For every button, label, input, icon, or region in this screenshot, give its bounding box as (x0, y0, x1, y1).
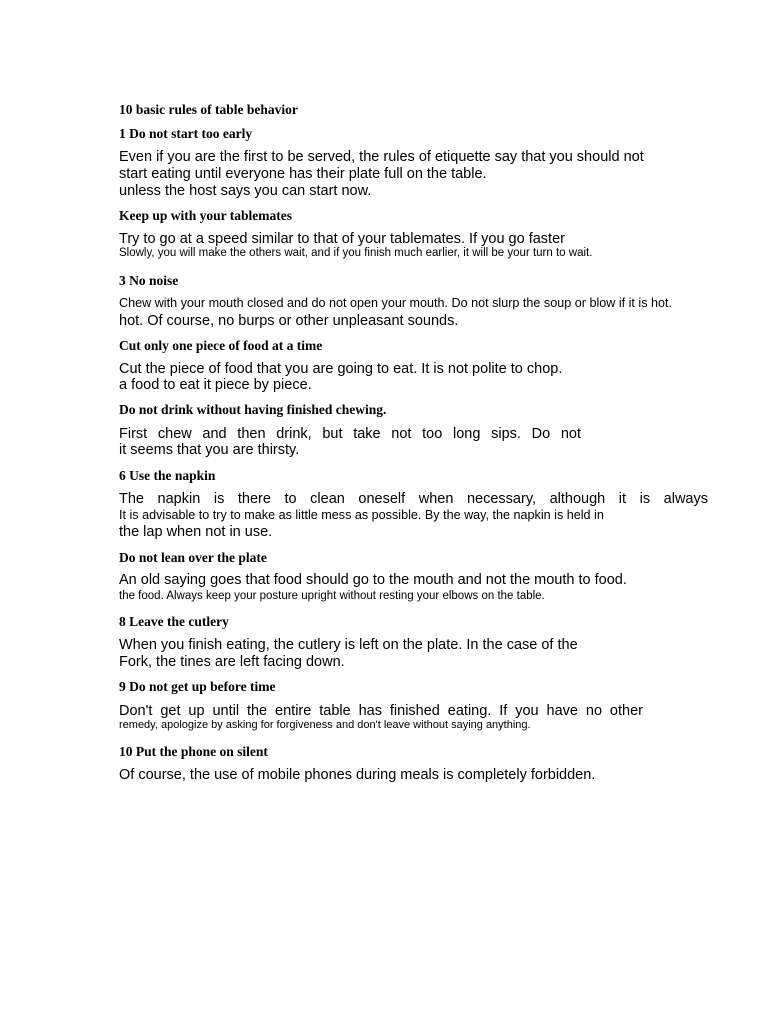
section-heading: 8 Leave the cutlery (119, 614, 229, 629)
section-heading: Keep up with your tablemates (119, 208, 293, 223)
body-line: It is advisable to try to make as little mess as possible. By the way, the napkin is held in (119, 508, 604, 522)
body-line: When you finish eating, the cutlery is left on the plate. In the case of the (119, 637, 578, 653)
body-line: remedy, apologize by asking for forgiveness and don't leave without saying anything. (119, 719, 531, 731)
body-line: Don't get up until the entire table has finished eating. If you have no other (119, 703, 643, 719)
section-heading: Cut only one piece of food at a time (119, 338, 323, 353)
section-heading: 9 Do not get up before time (119, 679, 276, 694)
body-line: Fork, the tines are left facing down. (119, 654, 345, 670)
body-line: An old saying goes that food should go to the mouth and not the mouth to food. (119, 572, 627, 588)
body-line: the food. Always keep your posture upright without resting your elbows on the table. (119, 590, 545, 602)
body-line: First chew and then drink, but take not too long sips. Do not (119, 426, 581, 442)
body-line: hot. Of course, no burps or other unpleasant sounds. (119, 313, 459, 329)
document-title: 10 basic rules of table behavior (119, 102, 298, 117)
body-line: Try to go at a speed similar to that of your tablemates. If you go faster (119, 231, 565, 247)
body-line: Slowly, you will make the others wait, and if you finish much earlier, it will be your turn to wait. (119, 247, 593, 259)
section-heading: 10 Put the phone on silent (119, 744, 268, 759)
body-line: it seems that you are thirsty. (119, 442, 300, 458)
section-heading: 3 No noise (119, 273, 179, 288)
body-line: Of course, the use of mobile phones during meals is completely forbidden. (119, 767, 596, 783)
body-line: Chew with your mouth closed and do not open your mouth. Do not slurp the soup or blow if it is hot. (119, 296, 673, 310)
body-line: Even if you are the first to be served, the rules of etiquette say that you should not (119, 149, 644, 165)
section-heading: 6 Use the napkin (119, 468, 216, 483)
body-line: unless the host says you can start now. (119, 183, 372, 199)
body-line: The napkin is there to clean oneself when necessary, although it is always (119, 491, 708, 507)
section-heading: 1 Do not start too early (119, 126, 253, 141)
section-heading: Do not lean over the plate (119, 550, 267, 565)
body-line: start eating until everyone has their plate full on the table. (119, 166, 487, 182)
body-line: Cut the piece of food that you are going to eat. It is not polite to chop. (119, 361, 563, 377)
section-heading: Do not drink without having finished chewing. (119, 402, 387, 417)
body-line: the lap when not in use. (119, 524, 273, 540)
body-line: a food to eat it piece by piece. (119, 377, 312, 393)
